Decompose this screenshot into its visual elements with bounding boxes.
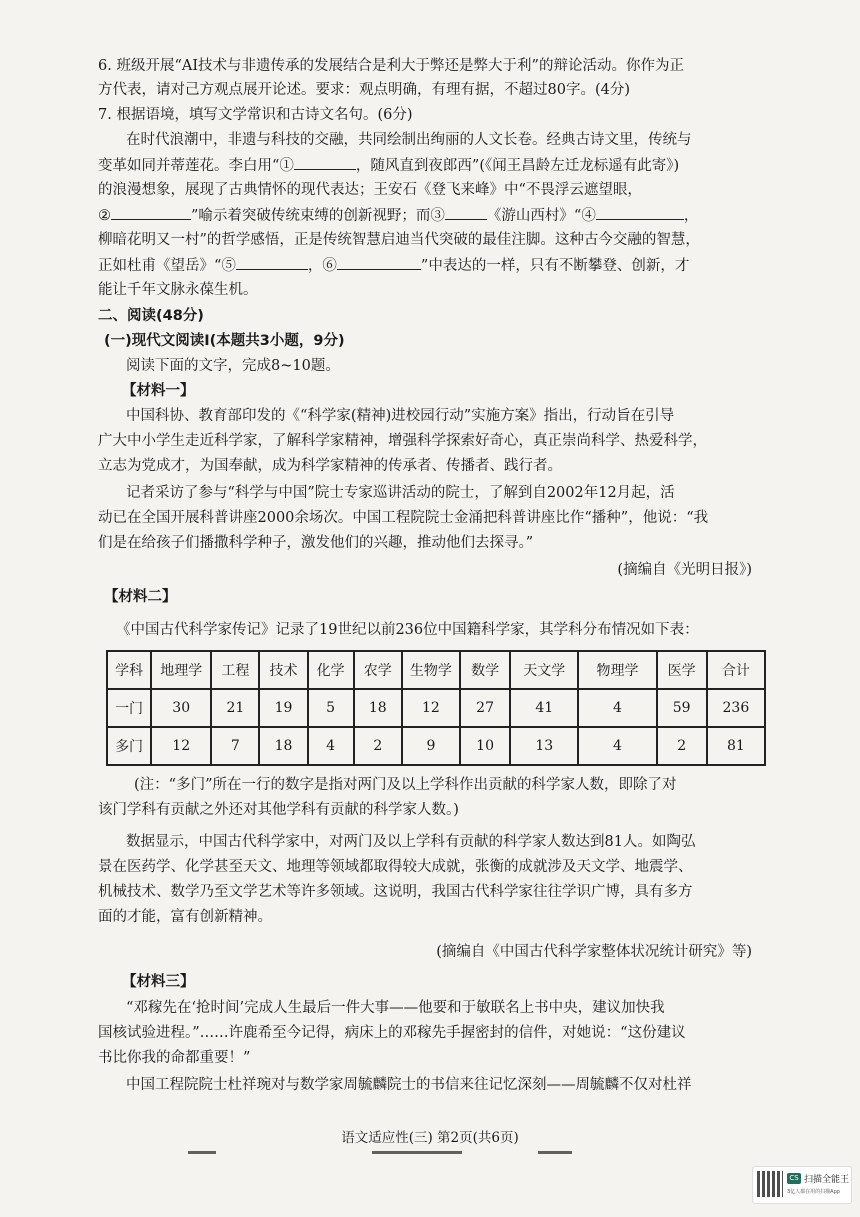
answer-blank-4[interactable] [596,205,684,220]
table-cell: 7 [211,727,259,765]
table-header-cell: 工程 [211,651,259,689]
table-row [107,689,765,727]
scanner-name: 扫描全能王 [804,1175,850,1185]
material-1-para-2: 广大中小学生走近科学家，了解科学家精神，增强科学探索好奇心，真正崇尚科学、热爱科学， [98,433,707,449]
answer-blank-5[interactable] [236,255,308,270]
table-header-cell: 数学 [460,651,510,689]
table-cell: 2 [657,727,707,765]
table-header-cell: 生物学 [402,651,460,689]
answer-blank-6[interactable] [337,255,421,270]
table-header-cell: 天文学 [510,651,578,689]
table-cell: 18 [354,689,402,727]
table-cell: 5 [308,689,354,727]
material-2-para-3: 机械技术、数学乃至文学艺术等许多领域。这说明，我国古代科学家往往学识广博，具有多方 [98,884,693,900]
table-cell: 多门 [107,727,151,765]
scan-smudge [538,1151,572,1154]
material-3-para-3: 书比你我的命都重要！” [98,1050,251,1066]
table-cell: 13 [510,727,578,765]
material-3-para-2: 国核试验进程。”……许鹿希至今记得，病床上的邓稼先手握密封的信件，对她说：“这份建议 [98,1025,686,1041]
table-header-cell: 物理学 [578,651,656,689]
question-7-para-3: 的浪漫想象，展现了古典情怀的现代表达；王安石《登飞来峰》中“不畏浮云遮望眼， [98,182,642,198]
reading-section-title: 二、阅读(48分) [98,308,204,324]
table-cell: 59 [657,689,707,727]
table-cell: 27 [460,689,510,727]
material-2-para-1: 数据显示，中国古代科学家中，对两门及以上学科有贡献的科学家人数达到81人。如陶弘 [126,834,696,850]
material-1-source: (摘编自《光明日报》) [617,562,752,578]
table-cell: 12 [151,727,211,765]
question-6-line-2: 方代表，请对己方观点展开论述。要求：观点明确，有理有据，不超过80字。(4分) [98,82,630,98]
material-3-para-4: 中国工程院院士杜祥琬对与数学家周毓麟院士的书信来往记忆深刻——周毓麟不仅对杜祥 [126,1077,692,1093]
question-6-line-1: 6. 班级开展“AI技术与非遗传承的发展结合是利大于弊还是弊大于利”的辩论活动。你作为正 [98,58,684,74]
table-cell: 4 [578,689,656,727]
scan-smudge [188,1151,216,1154]
question-7-para-7: 能让千年文脉永葆生机。 [98,282,258,298]
table-cell: 81 [707,727,765,765]
material-1-para-4: 记者采访了参与“科学与中国”院士专家巡讲活动的院士，了解到自2002年12月起，活 [126,485,675,501]
material-3-para-1: “邓稼先在‘抢时间’完成人生最后一件大事——他要和于敏联名上书中央，建议加快我 [126,1000,665,1016]
table-cell: 18 [259,727,307,765]
table-header-row [107,651,765,689]
table-header-cell: 学科 [107,651,151,689]
question-7-para-1: 在时代浪潮中，非遗与科技的交融，共同绘制出绚丽的人文长卷。经典古诗文里，传统与 [126,132,692,148]
scanner-logo: CS [787,1173,801,1184]
table-cell: 4 [308,727,354,765]
material-1-para-5: 动已在全国开展科普讲座2000余场次。中国工程院院士金涌把科普讲座比作“播种”，他说：“我 [98,510,709,526]
table-header-cell: 地理学 [151,651,211,689]
table-header-cell: 农学 [354,651,402,689]
table-header-cell: 医学 [657,651,707,689]
answer-blank-3[interactable] [445,205,487,220]
scanner-watermark [752,1166,852,1204]
material-2-intro: 《中国古代科学家传记》记录了19世纪以前236位中国籍科学家，其学科分布情况如下表： [116,622,699,638]
answer-blank-2[interactable] [111,205,191,220]
material-2-note-2: 该门学科有贡献之外还对其他学科有贡献的科学家人数。) [98,802,459,818]
scan-smudge [372,1151,462,1154]
material-2-note-1: (注：“多门”所在一行的数字是指对两门及以上学科作出贡献的科学家人数，即除了对 [134,777,677,793]
material-2-label: 【材料二】 [104,589,177,605]
reading-instruction: 阅读下面的文字，完成8~10题。 [126,358,340,374]
question-7-heading: 7. 根据语境，填写文学常识和古诗文名句。(6分) [98,107,413,123]
question-7-para-4: ② ”喻示着突破传统束缚的创新视野；而③ 《游山西村》“④ ， [98,205,778,226]
table-header-cell: 化学 [308,651,354,689]
table-cell: 10 [460,727,510,765]
table-cell: 21 [211,689,259,727]
question-7-para-2: 变革如同并蒂莲花。李白用“① ，随风直到夜郎西”(《闻王昌龄左迁龙标遥有此寄》) [98,155,778,176]
question-7-para-5: 柳暗花明又一村”的哲学感悟，正是传统智慧启迪当代突破的最佳注脚。这种古今交融的智慧， [98,232,700,248]
material-2-source: (摘编自《中国古代科学家整体状况统计研究》等) [436,944,752,960]
reading-subsection-title: (一)现代文阅读I(本题共3小题，9分) [104,333,345,349]
table-cell: 19 [259,689,307,727]
scientist-discipline-table [106,650,766,766]
scanner-tagline: 3亿人都在用的扫描App [787,1189,840,1195]
table-cell: 2 [354,727,402,765]
material-3-label: 【材料三】 [122,974,195,990]
material-1-para-6: 们是在给孩子们播撒科学种子，激发他们的兴趣，推动他们去探寻。” [98,535,534,551]
table-cell: 30 [151,689,211,727]
material-1-label: 【材料一】 [122,383,195,399]
table-cell: 9 [402,727,460,765]
material-2-para-2: 景在医药学、化学甚至天文、地理等领域都取得较大成就，张衡的成就涉及天文学、地震学、 [98,859,693,875]
qr-code-icon [757,1171,783,1197]
table-header-cell: 合计 [707,651,765,689]
table-row [107,727,765,765]
material-1-para-3: 立志为党成才，为国奉献，成为科学家精神的传承者、传播者、践行者。 [98,458,562,474]
table-cell: 236 [707,689,765,727]
table-cell: 12 [402,689,460,727]
question-7-para-6: 正如杜甫《望岳》“⑤ ，⑥ ”中表达的一样，只有不断攀登、创新，才 [98,255,778,276]
table-cell: 一门 [107,689,151,727]
table-cell: 41 [510,689,578,727]
material-2-para-4: 面的才能，富有创新精神。 [98,909,272,925]
page-footer: 语文适应性(三) 第2页(共6页) [341,1130,519,1146]
answer-blank-1[interactable] [294,155,356,170]
table-cell: 4 [578,727,656,765]
table-header-cell: 技术 [259,651,307,689]
material-1-para-1: 中国科协、教育部印发的《“科学家(精神)进校园行动”实施方案》指出，行动旨在引导 [126,408,675,424]
